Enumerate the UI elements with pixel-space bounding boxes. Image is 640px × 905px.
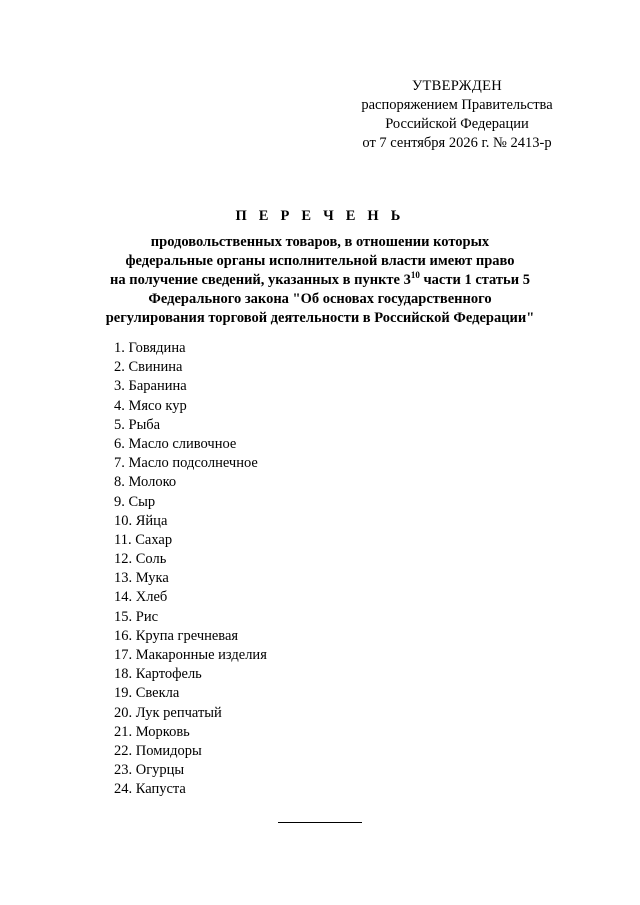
list-item: 8. Молоко: [114, 474, 177, 491]
list-item: 23. Огурцы: [114, 762, 185, 779]
list-item: 19. Свекла: [114, 685, 180, 702]
list-item: 6. Масло сливочное: [114, 435, 237, 452]
approval-authority: распоряжением Правительства: [361, 97, 553, 113]
list-item: 16. Крупа гречневая: [114, 627, 239, 644]
approval-date-number: от 7 сентября 2026 г. № 2413-р: [362, 135, 552, 151]
subtitle-line-3-start: на получение сведений, указанных в пункте 3: [110, 272, 411, 288]
list-item: 22. Помидоры: [114, 742, 202, 759]
list-item: 17. Макаронные изделия: [114, 647, 267, 663]
list-item: 12. Соль: [114, 551, 167, 568]
list-item: 9. Сыр: [114, 493, 156, 510]
subtitle-line-3-end: части 1 статьи 5: [419, 272, 530, 288]
subtitle-line-3: [60, 271, 580, 290]
list-item: 18. Картофель: [114, 666, 202, 683]
subtitle-line-4: Федерального закона "Об основах государственного: [148, 291, 492, 307]
list-item: 4. Мясо кур: [114, 397, 187, 414]
list-item: 11. Сахар: [114, 531, 173, 548]
subtitle-line-5: регулирования торговой деятельности в Российской Федерации": [105, 310, 535, 326]
paragraph-superscript: 10: [410, 270, 420, 280]
approval-heading: УТВЕРЖДЕН: [411, 78, 503, 94]
list-item: 7. Масло подсолнечное: [114, 455, 258, 472]
subtitle-line-2: федеральные органы исполнительной власти имеют право: [125, 253, 515, 269]
approval-block: [352, 77, 562, 153]
subtitle-line-1: продовольственных товаров, в отношении которых: [150, 234, 490, 250]
goods-list: [114, 339, 267, 800]
end-divider: [278, 822, 362, 823]
list-item: 3. Баранина: [114, 378, 187, 395]
list-item: 13. Мука: [114, 570, 169, 587]
approval-country: Российской Федерации: [385, 116, 529, 132]
list-item: 24. Капуста: [114, 781, 186, 798]
list-item: 5. Рыба: [114, 416, 161, 433]
list-item: 10. Яйца: [114, 512, 168, 529]
list-item: 2. Свинина: [114, 359, 183, 376]
list-item: 15. Рис: [114, 608, 159, 625]
list-item: 21. Морковь: [114, 723, 190, 740]
document-title: П Е Р Е Ч Е Н Ь: [235, 208, 405, 224]
list-item: 14. Хлеб: [114, 589, 168, 606]
list-item: 1. Говядина: [114, 340, 186, 356]
document-subtitle: [60, 233, 580, 328]
list-item: 20. Лук репчатый: [114, 704, 222, 721]
